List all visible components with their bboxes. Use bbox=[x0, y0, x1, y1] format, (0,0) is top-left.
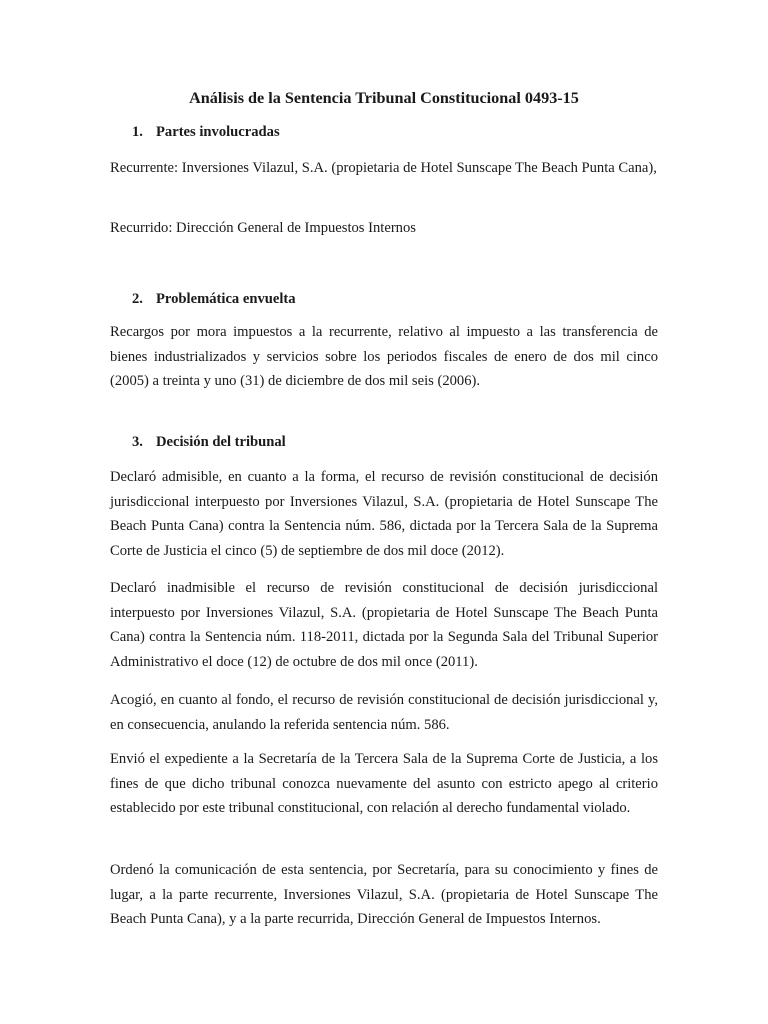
section-title: Partes involucradas bbox=[156, 124, 280, 140]
section-number: 3. bbox=[132, 434, 143, 450]
paragraph-ordeno: Ordenó la comunicación de esta sentencia, por Secretaría, para su conocimiento y fines de lugar, a la parte recurrente, Inversiones Vilazul, S.A. (propietaria de Hotel Sunscape The Beach Punta Cana), y a la parte recurrida, Dirección General de Impuestos Internos. bbox=[110, 862, 658, 927]
paragraph-recurrente: Recurrente: Inversiones Vilazul, S.A. (propietaria de Hotel Sunscape The Beach Punta Cana), bbox=[110, 160, 657, 176]
section-number: 2. bbox=[132, 291, 143, 307]
section-number: 1. bbox=[132, 124, 143, 140]
paragraph-acogio: Acogió, en cuanto al fondo, el recurso de revisión constitucional de decisión jurisdiccional y, en consecuencia, anulando la referida sentencia núm. 586. bbox=[110, 692, 658, 733]
paragraph-recurrido: Recurrido: Dirección General de Impuestos Internos bbox=[110, 220, 416, 236]
section-heading-problematica bbox=[132, 287, 296, 311]
paragraph-problematica: Recargos por mora impuestos a la recurrente, relativo al impuesto a las transferencia de bienes industrializados y servicios sobre los periodos fiscales de enero de dos mil cinco (2005) a treinta y uno (31) de diciembre de dos mil seis (2006). bbox=[110, 324, 658, 389]
section-title: Problemática envuelta bbox=[156, 291, 296, 307]
paragraph-admisible: Declaró admisible, en cuanto a la forma, el recurso de revisión constitucional de decisión jurisdiccional interpuesto por Inversiones Vilazul, S.A. (propietaria de Hotel Sunscape The Beach Punta Cana) contra la Sentencia núm. 586, dictada por la Tercera Sala de la Suprema Corte de Justicia el cinco (5) de septiembre de dos mil doce (2012). bbox=[110, 469, 658, 559]
paragraph-envio: Envió el expediente a la Secretaría de la Tercera Sala de la Suprema Corte de Justicia, a los fines de que dicho tribunal conozca nuevamente del asunto con estricto apego al criterio establecido por este tribunal constitucional, con relación al derecho fundamental violado. bbox=[110, 751, 658, 816]
section-heading-decision bbox=[132, 430, 286, 454]
section-title: Decisión del tribunal bbox=[156, 434, 286, 450]
document-title: Análisis de la Sentencia Tribunal Constitucional 0493-15 bbox=[189, 89, 579, 107]
paragraph-inadmisible: Declaró inadmisible el recurso de revisión constitucional de decisión jurisdiccional interpuesto por Inversiones Vilazul, S.A. (propietaria de Hotel Sunscape The Beach Punta Cana) contra la Sentencia núm. 118-2011, dictada por la Segunda Sala del Tribunal Superior Administrativo el doce (12) de octubre de dos mil once (2011). bbox=[110, 580, 658, 670]
section-heading-partes bbox=[132, 120, 280, 144]
